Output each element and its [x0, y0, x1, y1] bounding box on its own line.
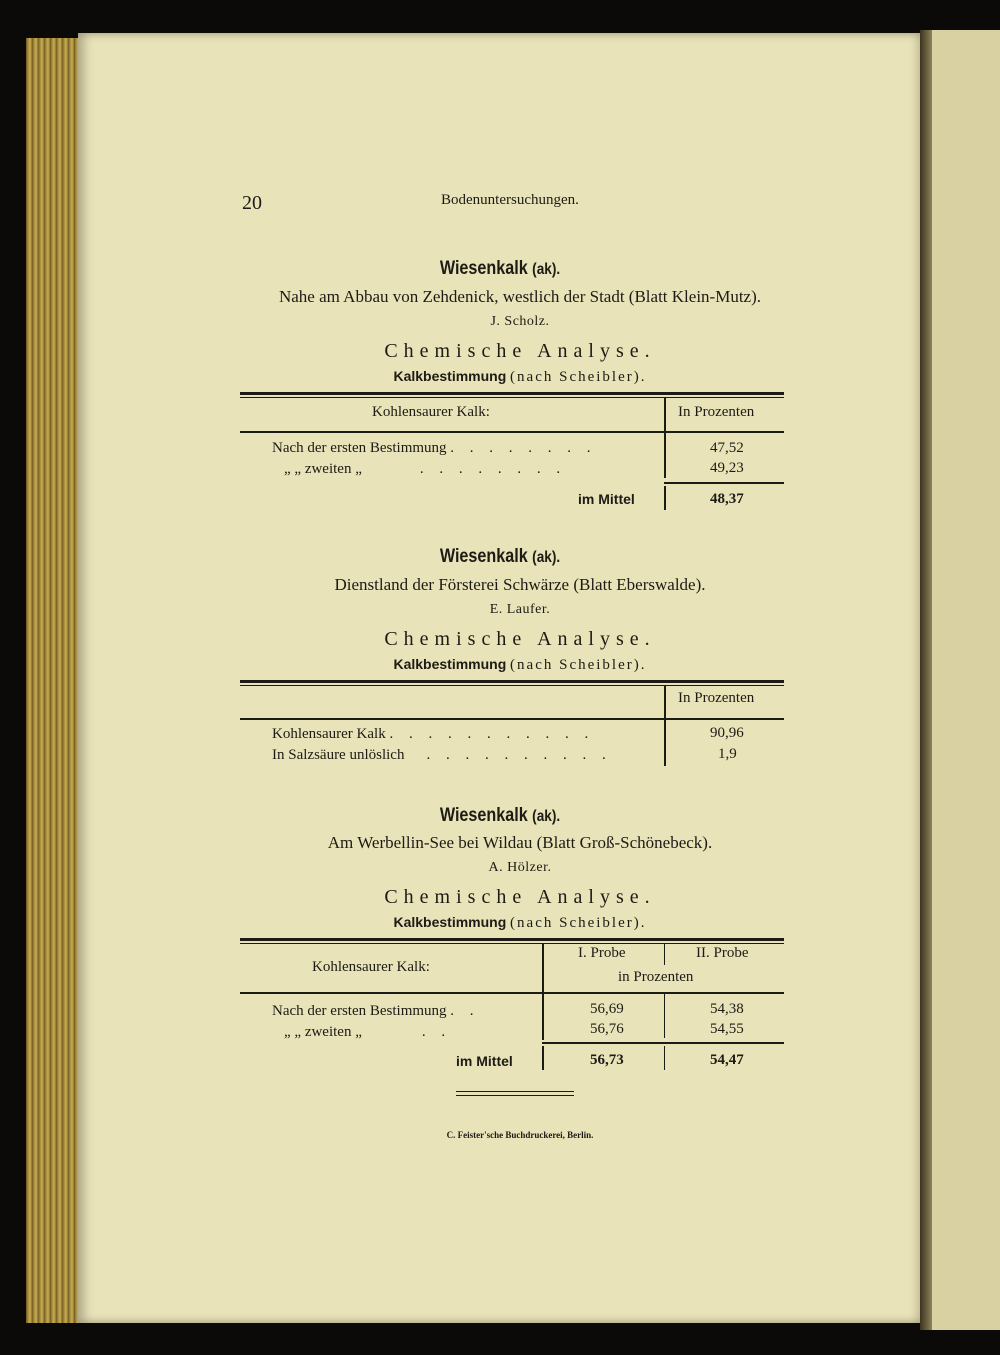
table-header-label: Kohlensaurer Kalk: — [312, 959, 430, 975]
table-row-label: Nach der ersten Bestimmung . . . . . . . . — [272, 440, 597, 456]
book-gutter — [920, 30, 932, 1330]
table-header-probe-2: II. Probe — [696, 945, 749, 961]
section-3-title: Wiesenkalk (ak). — [439, 805, 561, 826]
page-number: 20 — [242, 192, 262, 214]
table-row-value: 49,23 — [710, 460, 744, 476]
section-3-location: Am Werbellin-See bei Wildau (Blatt Groß-Schönebeck). — [327, 833, 713, 852]
facing-page — [922, 30, 1000, 1330]
table-mean-label: im Mittel — [456, 1053, 513, 1069]
table-header-probe-1: I. Probe — [578, 945, 626, 961]
section-1-heading: Chemische Analyse. — [384, 340, 656, 362]
section-3-heading: Chemische Analyse. — [384, 886, 656, 908]
table-header-value: In Prozenten — [678, 690, 755, 706]
book-page-edges — [26, 38, 82, 1323]
running-head: Bodenuntersuchungen. — [441, 192, 579, 208]
table-row-label: In Salzsäure unlöslich . . . . . . . . . . — [272, 747, 612, 763]
table-row-label: „ „ zweiten „ . . . . . . . . — [284, 461, 567, 477]
table-row-label: Kohlensaurer Kalk . . . . . . . . . . . — [272, 726, 595, 742]
table-row-value-2: 54,38 — [710, 1001, 744, 1017]
section-1-title: Wiesenkalk (ak). — [439, 258, 561, 279]
table-row-value: 47,52 — [710, 440, 744, 456]
section-2-author: E. Laufer. — [489, 602, 551, 617]
table-header-label: Kohlensaurer Kalk: — [372, 404, 490, 420]
section-3-method: Kalkbestimmung (nach Scheibler). — [393, 914, 647, 931]
section-1-method: Kalkbestimmung (nach Scheibler). — [393, 368, 647, 385]
printer-imprint: C. Feister'sche Buchdruckerei, Berlin. — [446, 1130, 594, 1140]
section-1-author: J. Scholz. — [490, 314, 550, 329]
table-row-label: Nach der ersten Bestimmung . . — [272, 1003, 480, 1019]
table-row-value-2: 54,55 — [710, 1021, 744, 1037]
section-2-method: Kalkbestimmung (nach Scheibler). — [393, 656, 647, 673]
table-row-value: 90,96 — [710, 725, 744, 741]
table-row-value-1: 56,69 — [590, 1001, 624, 1017]
table-header-unit: in Prozenten — [618, 969, 694, 985]
table-mean-value: 48,37 — [710, 491, 744, 507]
section-1-location: Nahe am Abbau von Zehdenick, westlich der Stadt (Blatt Klein-Mutz). — [278, 287, 761, 306]
table-mean-value-2: 54,47 — [710, 1052, 744, 1068]
section-2-location: Dienstland der Försterei Schwärze (Blatt Eberswalde). — [334, 575, 706, 594]
table-header-value: In Prozenten — [678, 404, 755, 420]
section-2-heading: Chemische Analyse. — [384, 628, 656, 650]
table-row-label: „ „ zweiten „ . . — [284, 1024, 452, 1040]
table-row-value: 1,9 — [718, 746, 737, 762]
section-2-title: Wiesenkalk (ak). — [439, 546, 561, 567]
section-3-author: A. Hölzer. — [488, 860, 552, 875]
table-mean-label: im Mittel — [578, 491, 635, 507]
table-mean-value-1: 56,73 — [590, 1052, 624, 1068]
table-row-value-1: 56,76 — [590, 1021, 624, 1037]
